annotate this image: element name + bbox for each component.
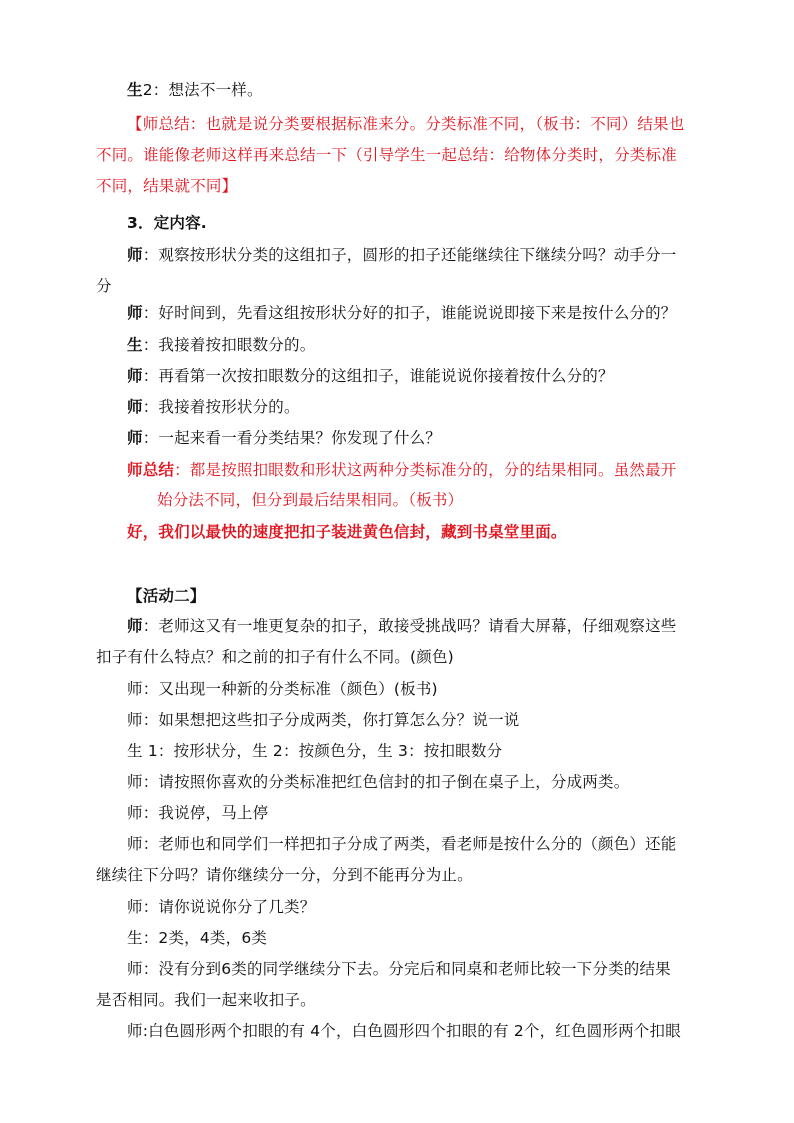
line-text: 师：请按照你喜欢的分类标准把红色信封的扣子倒在桌子上，分成两类。 bbox=[127, 773, 630, 791]
line-text: 好，我们以最快的速度把扣子装进黄色信封，藏到书桌堂里面。 bbox=[127, 523, 567, 541]
dialogue-line bbox=[127, 897, 747, 917]
dialogue-line bbox=[127, 366, 747, 386]
dialogue-line bbox=[96, 990, 716, 1010]
line-text: 师：如果想把这些扣子分成两类，你打算怎么分？说一说 bbox=[127, 711, 520, 729]
instruction-line bbox=[127, 522, 747, 542]
teacher-summary-line bbox=[127, 114, 747, 134]
line-text: 师：我说停，马上停 bbox=[127, 804, 269, 822]
line-text: 师:白色圆形两个扣眼的有 4个，白色圆形四个扣眼的有 2个，红色圆形两个扣眼 bbox=[127, 1022, 681, 1040]
dialogue-line bbox=[127, 772, 747, 792]
speaker-label: 生 bbox=[127, 81, 143, 99]
dialogue-line bbox=[127, 397, 747, 417]
section-heading bbox=[127, 213, 747, 233]
line-text: ：我接着按形状分的。 bbox=[142, 398, 300, 416]
line-text: 不同。谁能像老师这样再来总结一下（引导学生一起总结：给物体分类时，分类标准 bbox=[96, 146, 677, 164]
speaker-label: 师 bbox=[127, 367, 143, 385]
line-text: ：一起来看一看分类结果？你发现了什么？ bbox=[142, 429, 442, 447]
dialogue-line bbox=[127, 245, 747, 265]
speaker-label: 师 bbox=[127, 617, 143, 635]
line-text: 2：想法不一样。 bbox=[142, 81, 263, 99]
line-text: 【师总结：也就是说分类要根据标准来分。分类标准不同，（板书：不同）结果也 bbox=[127, 115, 685, 133]
speaker-label: 师 bbox=[127, 398, 143, 416]
dialogue-line bbox=[96, 276, 716, 296]
dialogue-line bbox=[127, 834, 747, 854]
teacher-summary-line bbox=[96, 176, 716, 196]
line-text: 始分法不同，但分到最后结果相同。（板书） bbox=[157, 491, 464, 509]
line-text: 3．定内容. bbox=[127, 214, 207, 232]
dialogue-line bbox=[127, 959, 747, 979]
section-heading bbox=[127, 586, 747, 606]
speaker-label: 师总结 bbox=[127, 461, 175, 479]
line-text: ：都是按照扣眼数和形状这两种分类标准分的，分的结果相同。虽然最开 bbox=[174, 461, 677, 479]
line-text: 扣子有什么特点？和之前的扣子有什么不同。(颜色) bbox=[96, 648, 454, 666]
line-text: ：好时间到，先看这组按形状分好的扣子，谁能说说即接下来是按什么分的？ bbox=[142, 304, 677, 322]
line-text: 不同，结果就不同】 bbox=[96, 177, 238, 195]
teacher-summary-line bbox=[96, 145, 716, 165]
dialogue-line bbox=[127, 710, 747, 730]
line-text: 师：没有分到6类的同学继续分下去。分完后和同桌和老师比较一下分类的结果 bbox=[127, 960, 671, 978]
dialogue-line bbox=[127, 741, 747, 761]
dialogue-line bbox=[127, 928, 747, 948]
line-text: 师：老师也和同学们一样把扣子分成了两类，看老师是按什么分的（颜色）还能 bbox=[127, 835, 677, 853]
line-text: 继续往下分吗？请你继续分一分，分到不能再分为止。 bbox=[96, 866, 473, 884]
line-text: 生：2类，4类，6类 bbox=[127, 929, 268, 947]
dialogue-line bbox=[127, 428, 747, 448]
dialogue-line bbox=[127, 303, 747, 323]
speaker-label: 师 bbox=[127, 429, 143, 447]
teacher-summary-line bbox=[127, 460, 747, 480]
line-text: 师：请你说说你分了几类？ bbox=[127, 898, 316, 916]
line-text: ：我接着按扣眼数分的。 bbox=[142, 336, 316, 354]
speaker-label: 生 bbox=[127, 336, 143, 354]
line-text: ：观察按形状分类的这组扣子，圆形的扣子还能继续往下继续分吗？动手分一 bbox=[142, 246, 677, 264]
dialogue-line bbox=[127, 616, 747, 636]
line-text: ：老师这又有一堆更复杂的扣子，敢接受挑战吗？请看大屏幕，仔细观察这些 bbox=[142, 617, 677, 635]
dialogue-line bbox=[96, 647, 716, 667]
dialogue-line bbox=[127, 679, 747, 699]
line-text: 师：又出现一种新的分类标准（颜色）(板书) bbox=[127, 680, 438, 698]
dialogue-line bbox=[127, 803, 747, 823]
speaker-label: 师 bbox=[127, 304, 143, 322]
dialogue-line bbox=[127, 1021, 747, 1041]
teacher-summary-line bbox=[157, 490, 777, 510]
line-text: 生 1：按形状分，生 2：按颜色分，生 3：按扣眼数分 bbox=[127, 742, 503, 760]
dialogue-line bbox=[127, 80, 747, 100]
speaker-label: 师 bbox=[127, 246, 143, 264]
line-text: 【活动二】 bbox=[127, 587, 206, 605]
line-text: ：再看第一次按扣眼数分的这组扣子，谁能说说你接着按什么分的？ bbox=[142, 367, 614, 385]
line-text: 是否相同。我们一起来收扣子。 bbox=[96, 991, 316, 1009]
dialogue-line bbox=[96, 865, 716, 885]
line-text: 分 bbox=[96, 277, 112, 295]
dialogue-line bbox=[127, 335, 747, 355]
